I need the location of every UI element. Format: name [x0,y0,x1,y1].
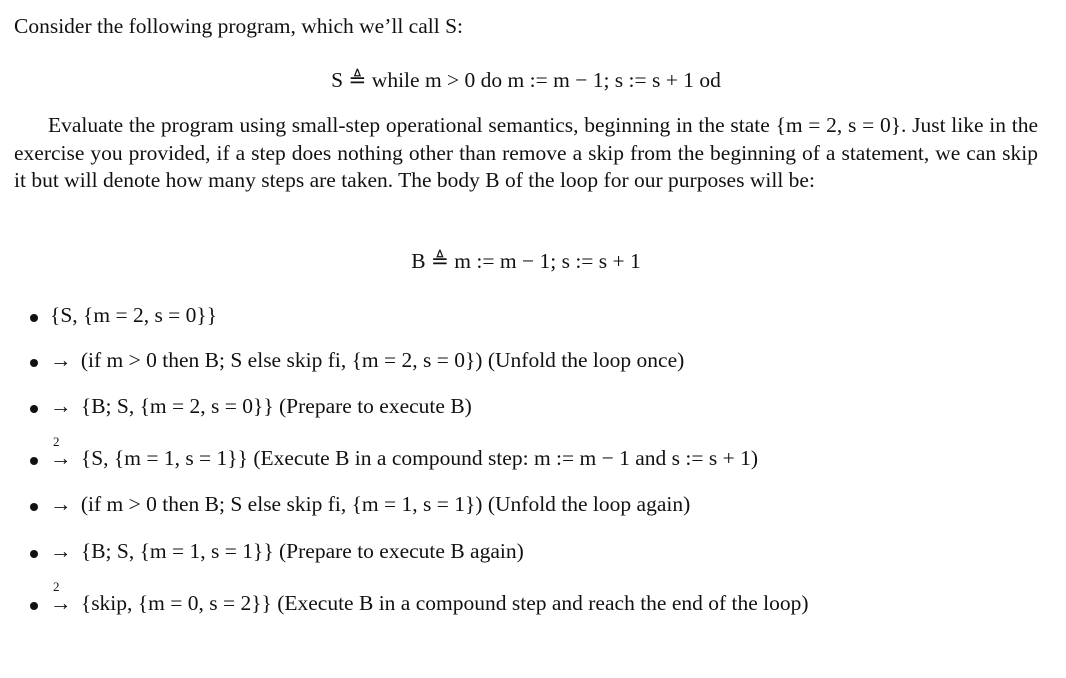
bullet-icon [30,503,38,511]
step-text: {B; S, {m = 2, s = 0}} (Prepare to execute B) [80,394,472,418]
bullet-icon [30,405,38,413]
intro-text: Consider the following program, which we’ll call S: [14,14,464,38]
step-arrow-icon: 2 → [50,579,72,615]
step-count-label: 2 [53,579,60,594]
step-text: {S, {m = 1, s = 1}} (Execute B in a compound step: m := m − 1 and s := s + 1) [80,446,759,470]
step-item [50,434,759,471]
step-text: (if m > 0 then B; S else skip fi, {m = 1, s = 1}) (Unfold the loop again) [80,492,691,516]
loop-body-definition: B ≜ m := m − 1; s := s + 1 [411,249,641,273]
step-text: {S, {m = 2, s = 0}} [50,303,218,327]
step-text: {B; S, {m = 1, s = 1}} (Prepare to execute B again) [80,539,524,563]
step-arrow-icon: 2 → [50,434,72,470]
step-item [50,579,809,616]
step-item [50,348,684,373]
step-item [50,539,524,564]
step-arrow-icon: → [50,348,72,372]
bullet-icon [30,602,38,610]
program-definition: S ≜ while m > 0 do m := m − 1; s := s + 1 od [331,68,721,92]
description-paragraph [14,112,1038,195]
step-item [50,492,690,517]
step-text: {skip, {m = 0, s = 2}} (Execute B in a compound step and reach the end of the loop) [80,591,809,615]
step-arrow-icon: → [50,394,72,418]
bullet-icon [30,550,38,558]
step-arrow-icon: → [50,539,72,563]
step-count-label: 2 [53,434,60,449]
step-arrow-icon: → [50,492,72,516]
step-item [50,394,472,419]
step-item [50,303,217,328]
bullet-icon [30,359,38,367]
bullet-icon [30,314,38,322]
description-text: Evaluate the program using small-step operational semantics, beginning in the state {m = 2, s = 0}. Just like in the exercise you provided, if a step does nothing other than remove a skip from the beginning of a statement, we can skip it but will denote how many steps are taken. The body B of the loop for our purposes will be: [14,113,1038,192]
bullet-icon [30,457,38,465]
step-text: (if m > 0 then B; S else skip fi, {m = 2, s = 0}) (Unfold the loop once) [80,348,685,372]
